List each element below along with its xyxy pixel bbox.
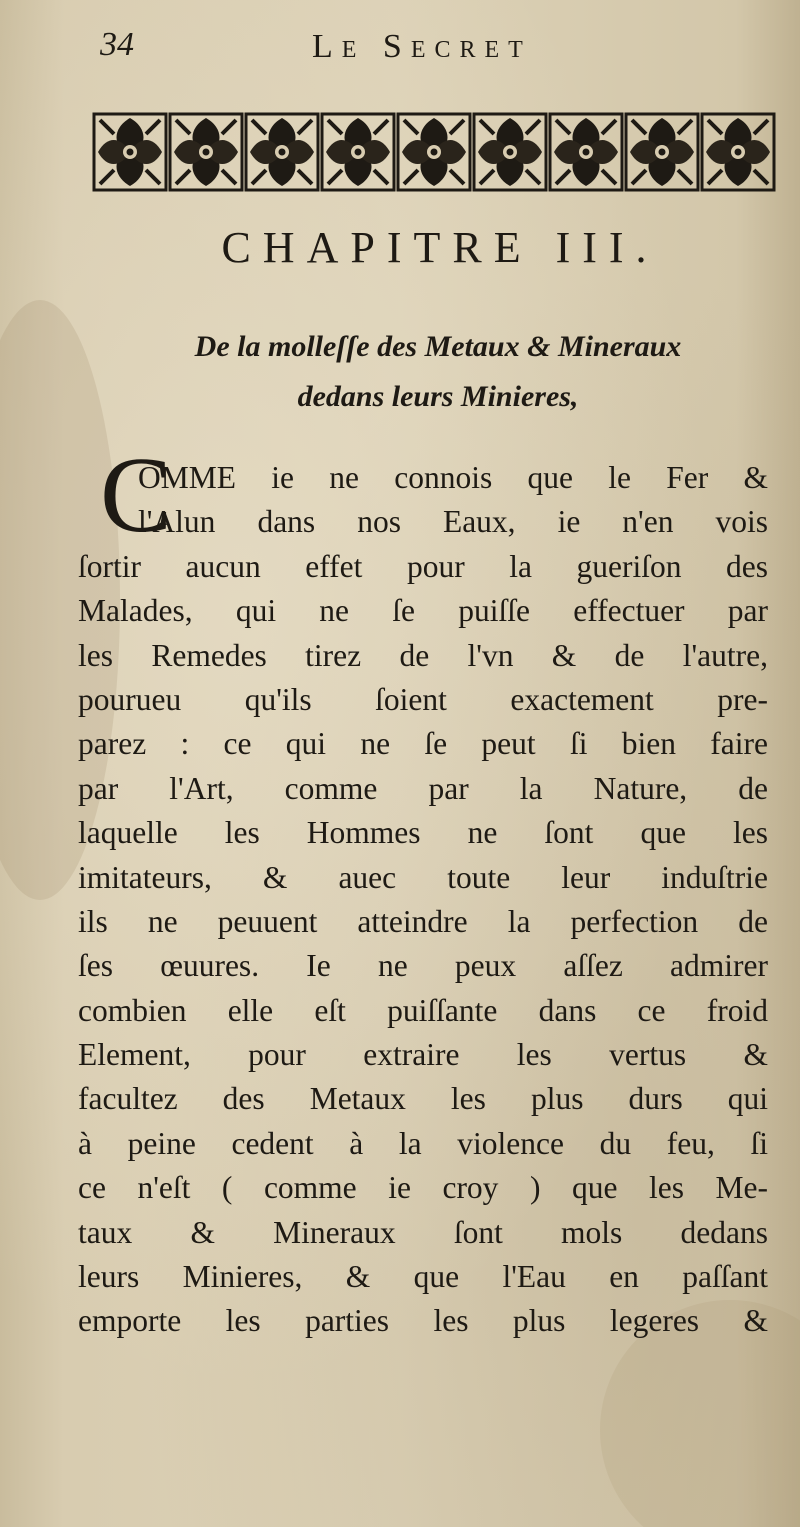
body-text — [78, 456, 768, 1344]
running-title: Le Secret — [312, 28, 532, 65]
text-line: OMME ie ne connois que le Fer & — [138, 460, 768, 495]
drop-cap: C — [100, 436, 173, 555]
chapter-subtitle — [88, 322, 788, 422]
fleuron-band-icon — [92, 108, 782, 196]
text-line: pourueu qu'ils ſoient exactement pre- — [78, 681, 768, 717]
text-line: parez : ce qui ne ſe peut ſi bien faire — [78, 726, 768, 762]
text-line: ſortir aucun effet pour la gueriſon des — [78, 548, 768, 584]
text-line: emporte les parties les plus legeres & — [78, 1303, 768, 1339]
text-line: à peine cedent à la violence du feu, ſi — [78, 1125, 768, 1161]
text-line: taux & Mineraux ſont mols dedans — [78, 1214, 768, 1250]
text-line: imitateurs, & auec toute leur induſtrie — [78, 859, 768, 895]
text-line: ce n'eſt ( comme ie croy ) que les Me- — [78, 1170, 768, 1206]
text-line: laquelle les Hommes ne ſont que les — [78, 815, 768, 851]
text-line: facultez des Metaux les plus durs qui — [78, 1081, 768, 1117]
text-line: Malades, qui ne ſe puiſſe effectuer par — [78, 593, 768, 629]
text-line: Element, pour extraire les vertus & — [78, 1037, 768, 1073]
text-line: ils ne peuuent atteindre la perfection de — [78, 903, 768, 939]
text-line: combien elle eſt puiſſante dans ce froid — [78, 992, 768, 1028]
chapter-heading: CHAPITRE III. — [221, 223, 659, 272]
text-line: les Remedes tirez de l'vn & de l'autre, — [78, 637, 768, 673]
running-header — [100, 22, 700, 72]
text-line: par l'Art, comme par la Nature, de — [78, 770, 768, 806]
text-line: l'Alun dans nos Eaux, ie n'en vois — [138, 504, 768, 540]
chapter-subtitle-line: dedans leurs Minieres, — [297, 380, 579, 413]
text-line: ſes œuures. Ie ne peux aſſez admirer — [78, 948, 768, 984]
text-line: leurs Minieres, & que l'Eau en paſſant — [78, 1259, 768, 1295]
page-number: 34 — [100, 26, 134, 63]
chapter-subtitle-line: De la molleſſe des Metaux & Mineraux — [194, 330, 682, 363]
